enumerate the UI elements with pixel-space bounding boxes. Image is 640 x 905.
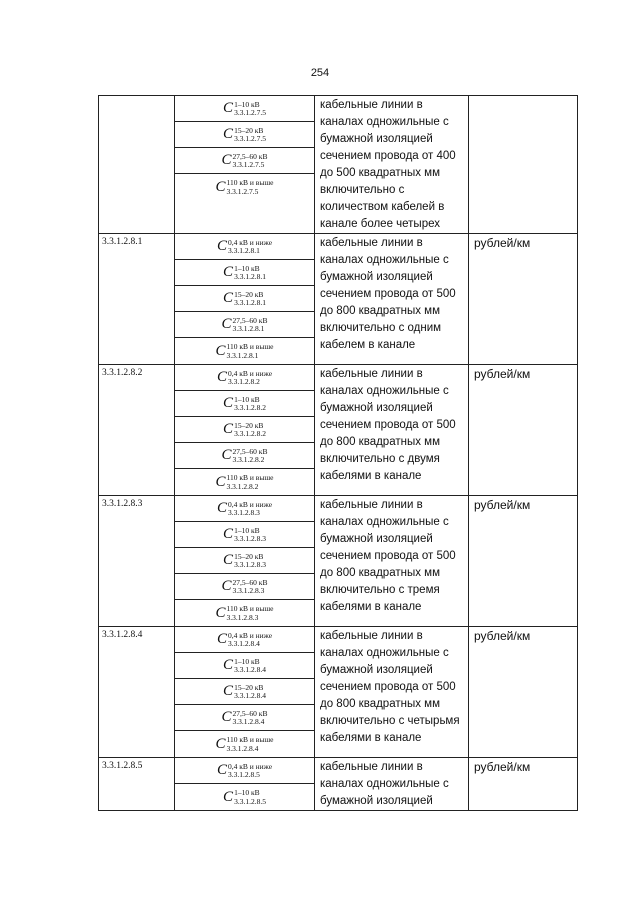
symbol-stack — [175, 758, 314, 810]
table-row — [99, 758, 578, 811]
symbol-letter-c: C — [216, 238, 227, 254]
unit: рублей/км — [469, 758, 578, 811]
symbol-letter-c: C — [216, 631, 227, 647]
voltage-superscript: 27,5–60 кВ — [232, 315, 268, 325]
voltage-superscript: 27,5–60 кВ — [232, 577, 268, 587]
symbol-letter-c: C — [215, 342, 226, 359]
symbol-letter-c: C — [223, 100, 234, 116]
symbol-scripts — [228, 501, 272, 517]
item-code: 3.3.1.2.8.2 — [99, 365, 175, 496]
index-subscript: 3.3.1.2.8.5 — [234, 796, 266, 806]
symbol-scripts — [234, 527, 266, 543]
table-row — [99, 96, 578, 234]
unit — [469, 96, 578, 234]
item-code: 3.3.1.2.8.5 — [99, 758, 175, 811]
voltage-superscript: 15–20 кВ — [234, 289, 264, 299]
symbol-letter-c: C — [223, 264, 234, 280]
symbol-stack — [175, 96, 314, 200]
symbol-scripts — [234, 658, 266, 674]
index-subscript: 3.3.1.2.8.5 — [227, 770, 260, 779]
symbol-scripts — [234, 291, 266, 307]
voltage-superscript: 110 кВ и выше — [226, 178, 274, 187]
symbol-cell — [175, 365, 315, 496]
cost-symbol — [175, 148, 314, 174]
cost-symbol — [175, 96, 314, 122]
symbol-letter-c: C — [223, 126, 234, 142]
voltage-superscript: 110 кВ и выше — [226, 604, 274, 613]
item-code — [99, 96, 175, 234]
voltage-superscript: 1–10 кВ — [234, 656, 260, 666]
cost-symbol — [175, 705, 314, 731]
symbol-scripts — [228, 632, 272, 648]
symbol-letter-c: C — [215, 735, 226, 752]
index-subscript: 3.3.1.2.8.3 — [232, 586, 265, 595]
cost-symbol — [175, 391, 314, 417]
index-subscript: 3.3.1.2.8.2 — [232, 455, 265, 464]
voltage-superscript: 27,5–60 кВ — [232, 151, 268, 161]
symbol-scripts — [234, 789, 266, 805]
voltage-superscript: 110 кВ и выше — [226, 342, 274, 351]
cost-symbol — [175, 574, 314, 600]
symbol-stack — [175, 234, 314, 364]
table-row — [99, 365, 578, 496]
cost-symbol — [175, 548, 314, 574]
symbol-cell — [175, 234, 315, 365]
item-code: 3.3.1.2.8.3 — [99, 496, 175, 627]
description: кабельные линии в каналах одножильные с бумажной изоляцией сечением провода от 500 до 800 квадратных мм включительно с четырьмя кабелями в канале — [315, 627, 469, 758]
page-number: 254 — [310, 67, 330, 79]
table-row — [99, 234, 578, 365]
cost-symbol — [175, 174, 314, 200]
symbol-cell — [175, 496, 315, 627]
index-subscript: 3.3.1.2.8.4 — [232, 717, 265, 726]
symbol-cell — [175, 627, 315, 758]
symbol-scripts — [227, 474, 274, 490]
symbol-letter-c: C — [215, 473, 226, 490]
voltage-superscript: 1–10 кВ — [234, 99, 260, 109]
index-subscript: 3.3.1.2.7.5 — [232, 160, 265, 169]
voltage-superscript: 0,4 кВ и ниже — [227, 761, 273, 771]
symbol-scripts — [233, 710, 268, 726]
cost-symbol — [175, 338, 314, 364]
index-subscript: 3.3.1.2.8.2 — [234, 403, 266, 412]
index-subscript: 3.3.1.2.8.2 — [227, 377, 260, 386]
symbol-letter-c: C — [216, 762, 227, 778]
symbol-stack — [175, 627, 314, 757]
symbol-scripts — [233, 153, 268, 169]
cost-symbol — [175, 758, 314, 784]
index-subscript: 3.3.1.2.7.5 — [226, 186, 259, 196]
voltage-superscript: 15–20 кВ — [234, 125, 264, 135]
cost-symbol — [175, 122, 314, 148]
index-subscript: 3.3.1.2.8.1 — [234, 272, 266, 281]
symbol-scripts — [234, 553, 266, 569]
cost-symbol — [175, 679, 314, 705]
symbol-scripts — [234, 684, 266, 700]
symbol-scripts — [227, 605, 274, 621]
symbol-scripts — [234, 422, 266, 438]
index-subscript: 3.3.1.2.8.4 — [234, 691, 266, 700]
symbol-scripts — [234, 101, 266, 117]
voltage-superscript: 1–10 кВ — [234, 394, 260, 404]
cost-symbol — [175, 784, 314, 810]
symbol-scripts — [234, 265, 266, 281]
index-subscript: 3.3.1.2.8.3 — [234, 560, 266, 569]
table-row — [99, 496, 578, 627]
symbol-letter-c: C — [221, 447, 232, 463]
voltage-superscript: 1–10 кВ — [234, 525, 260, 535]
index-subscript: 3.3.1.2.8.1 — [234, 298, 266, 307]
index-subscript: 3.3.1.2.8.1 — [227, 246, 260, 255]
index-subscript: 3.3.1.2.8.4 — [234, 665, 266, 674]
symbol-scripts — [227, 736, 274, 752]
cost-symbol — [175, 260, 314, 286]
voltage-superscript: 0,4 кВ и ниже — [227, 630, 273, 640]
symbol-letter-c: C — [221, 316, 232, 332]
voltage-superscript: 110 кВ и выше — [226, 735, 274, 744]
cost-symbol — [175, 365, 314, 391]
index-subscript: 3.3.1.2.8.1 — [232, 324, 265, 333]
table-row — [99, 627, 578, 758]
cost-symbol — [175, 312, 314, 338]
description: кабельные линии в каналах одножильные с бумажной изоляцией сечением провода от 400 до 500 квадратных мм включительно с количеством кабелей в канале более четырех — [315, 96, 469, 234]
symbol-letter-c: C — [223, 526, 234, 542]
symbol-letter-c: C — [221, 578, 232, 594]
symbol-letter-c: C — [223, 290, 234, 306]
cost-symbol — [175, 522, 314, 548]
symbol-letter-c: C — [215, 604, 226, 621]
voltage-superscript: 0,4 кВ и ниже — [227, 499, 273, 509]
description: кабельные линии в каналах одножильные с бумажной изоляцией сечением провода от 500 до 800 квадратных мм включительно с тремя кабелями в канале — [315, 496, 469, 627]
symbol-letter-c: C — [223, 421, 234, 437]
description: кабельные линии в каналах одножильные с бумажной изоляцией сечением провода от 500 до 800 квадратных мм включительно с одним кабелем в канале — [315, 234, 469, 365]
symbol-scripts — [233, 317, 268, 333]
symbol-stack — [175, 496, 314, 626]
symbol-scripts — [233, 579, 268, 595]
symbol-scripts — [227, 179, 274, 195]
cost-symbol — [175, 600, 314, 626]
cost-symbol — [175, 496, 314, 522]
unit: рублей/км — [469, 627, 578, 758]
symbol-letter-c: C — [223, 683, 234, 699]
unit: рублей/км — [469, 496, 578, 627]
symbol-scripts — [227, 343, 274, 359]
tariff-table — [98, 95, 578, 811]
unit: рублей/км — [469, 365, 578, 496]
cost-symbol — [175, 286, 314, 312]
description: кабельные линии в каналах одножильные с бумажной изоляцией — [315, 758, 469, 811]
symbol-cell — [175, 96, 315, 234]
cost-symbol — [175, 234, 314, 260]
cost-symbol — [175, 443, 314, 469]
description: кабельные линии в каналах одножильные с бумажной изоляцией сечением провода от 500 до 800 квадратных мм включительно с двумя кабелями в канале — [315, 365, 469, 496]
symbol-scripts — [228, 239, 272, 255]
index-subscript: 3.3.1.2.8.2 — [226, 481, 259, 491]
table-body — [99, 96, 578, 811]
voltage-superscript: 1–10 кВ — [234, 263, 260, 273]
symbol-scripts — [234, 396, 266, 412]
voltage-superscript: 0,4 кВ и ниже — [227, 237, 273, 247]
symbol-letter-c: C — [223, 657, 234, 673]
cost-symbol — [175, 469, 314, 495]
index-subscript: 3.3.1.2.8.3 — [226, 612, 259, 622]
unit: рублей/км — [469, 234, 578, 365]
symbol-scripts — [228, 370, 272, 386]
cost-symbol — [175, 653, 314, 679]
cost-symbol — [175, 417, 314, 443]
cost-symbol — [175, 731, 314, 757]
voltage-superscript: 0,4 кВ и ниже — [227, 368, 273, 378]
voltage-superscript: 27,5–60 кВ — [232, 708, 268, 718]
symbol-letter-c: C — [216, 500, 227, 516]
symbol-letter-c: C — [223, 788, 234, 805]
symbol-scripts — [234, 127, 266, 143]
voltage-superscript: 15–20 кВ — [234, 551, 264, 561]
index-subscript: 3.3.1.2.8.1 — [226, 350, 259, 360]
symbol-letter-c: C — [215, 178, 226, 195]
item-code: 3.3.1.2.8.1 — [99, 234, 175, 365]
index-subscript: 3.3.1.2.8.4 — [227, 639, 260, 648]
symbol-letter-c: C — [216, 369, 227, 385]
index-subscript: 3.3.1.2.7.5 — [234, 134, 266, 143]
cost-symbol — [175, 627, 314, 653]
symbol-scripts — [228, 763, 272, 779]
voltage-superscript: 15–20 кВ — [234, 682, 264, 692]
index-subscript: 3.3.1.2.8.3 — [234, 534, 266, 543]
voltage-superscript: 1–10 кВ — [234, 788, 260, 797]
symbol-letter-c: C — [223, 395, 234, 411]
symbol-stack — [175, 365, 314, 495]
symbol-scripts — [233, 448, 268, 464]
index-subscript: 3.3.1.2.8.3 — [227, 508, 260, 517]
voltage-superscript: 110 кВ и выше — [226, 473, 274, 482]
index-subscript: 3.3.1.2.8.2 — [234, 429, 266, 438]
index-subscript: 3.3.1.2.8.4 — [226, 743, 259, 753]
voltage-superscript: 27,5–60 кВ — [232, 446, 268, 456]
item-code: 3.3.1.2.8.4 — [99, 627, 175, 758]
symbol-cell — [175, 758, 315, 811]
voltage-superscript: 15–20 кВ — [234, 420, 264, 430]
index-subscript: 3.3.1.2.7.5 — [234, 108, 266, 117]
symbol-letter-c: C — [223, 552, 234, 568]
symbol-letter-c: C — [221, 709, 232, 725]
symbol-letter-c: C — [221, 152, 232, 168]
